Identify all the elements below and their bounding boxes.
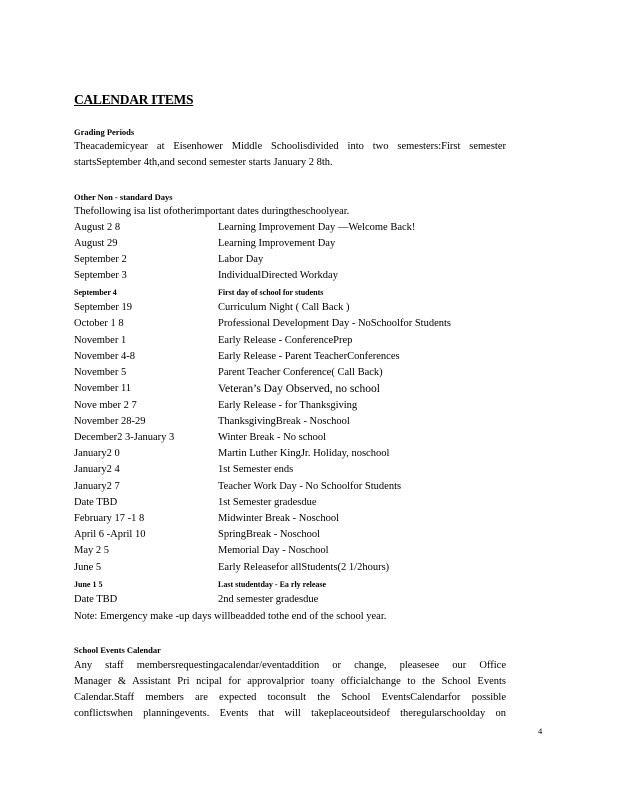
list-item-date: October 1 8: [74, 318, 124, 329]
list-item: [74, 288, 544, 302]
list-item-date: Date TBD: [74, 497, 118, 508]
school-events-line-1: Any staff membersrequestingacalendar/eventaddition or change, pleasesee our Office: [74, 660, 506, 671]
list-item: [74, 383, 544, 397]
list-item: [74, 367, 544, 381]
list-item-event: IndividualDirected Workday: [218, 270, 338, 281]
list-item-event: Early Release - for Thanksgiving: [218, 400, 358, 411]
list-item: [74, 448, 544, 462]
list-item-date: April 6 -April 10: [74, 529, 146, 540]
list-item: [74, 400, 544, 414]
list-item-event: Veteran’s Day Observed, no school: [218, 383, 380, 395]
list-item-event: First day of school for students: [218, 288, 324, 297]
list-item-date: January2 4: [74, 464, 120, 475]
list-item-date: November 5: [74, 367, 127, 378]
list-item: [74, 497, 544, 511]
list-item-event: Teacher Work Day - No Schoolfor Students: [218, 481, 402, 492]
list-item: [74, 594, 544, 608]
list-item-date: September 2: [74, 254, 127, 265]
list-item-event: 2nd semester gradesdue: [218, 594, 319, 605]
list-item: [74, 302, 544, 316]
list-item: [74, 562, 544, 576]
list-item-date: November 4-8: [74, 351, 135, 362]
list-item-date: December2 3-January 3: [74, 432, 175, 443]
list-item: [74, 238, 544, 252]
list-item-date: June 1 5: [74, 580, 103, 589]
list-item-event: Midwinter Break - Noschool: [218, 513, 340, 524]
emergency-note: Note: Emergency make -up days willbeadded tothe end of the school year.: [74, 611, 387, 622]
non-standard-days-heading: Other Non - standard Days: [74, 192, 173, 202]
grading-line-2: startsSeptember 4th,and second semester starts January 2 8th.: [74, 157, 333, 168]
page-number: 4: [538, 726, 543, 736]
page-title: CALENDAR ITEMS: [74, 92, 194, 107]
list-item: [74, 254, 544, 268]
list-item-event: Labor Day: [218, 254, 264, 265]
list-item-event: Memorial Day - Noschool: [218, 545, 329, 556]
list-item-date: August 2 8: [74, 222, 121, 233]
list-item-event: Early Releasefor allStudents(2 1/2hours): [218, 562, 390, 573]
grading-line-1: Theacademicyear at Eisenhower Middle Schoolisdivided into two semesters:First semester: [74, 141, 506, 152]
list-item-event: SpringBreak - Noschool: [218, 529, 321, 540]
list-item-date: January2 7: [74, 481, 120, 492]
list-item-date: January2 0: [74, 448, 120, 459]
list-item-event: Martin Luther KingJr. Holiday, noschool: [218, 448, 390, 459]
list-item: [74, 335, 544, 349]
list-item: [74, 432, 544, 446]
school-events-heading: School Events Calendar: [74, 645, 161, 655]
list-item-event: ThanksgivingBreak - Noschool: [218, 416, 350, 427]
list-item: [74, 222, 544, 236]
list-item-date: Date TBD: [74, 594, 118, 605]
list-item-event: Learning Improvement Day —Welcome Back!: [218, 222, 416, 233]
list-item-event: Early Release - ConferencePrep: [218, 335, 353, 346]
school-events-line-4: conflictswhen planningevents. Events that will takeplaceoutsideof theregularschoolday on: [74, 708, 506, 719]
list-item-event: Early Release - Parent TeacherConferences: [218, 351, 400, 362]
list-item-date: November 28-29: [74, 416, 146, 427]
list-item-event: Last studentday - Ea rly release: [218, 580, 327, 589]
list-item-date: June 5: [74, 562, 102, 573]
list-item-event: Learning Improvement Day: [218, 238, 336, 249]
school-events-line-3: Calendar.Staff members are expected toconsult the School EventsCalendarfor possible: [74, 692, 506, 703]
list-item-date: May 2 5: [74, 545, 109, 556]
list-item: [74, 464, 544, 478]
list-item-event: 1st Semester ends: [218, 464, 294, 475]
grading-periods-heading: Grading Periods: [74, 127, 135, 137]
list-item-date: September 3: [74, 270, 127, 281]
list-item-event: Professional Development Day - NoSchoolfor Students: [218, 318, 452, 329]
list-item-date: September 4: [74, 288, 117, 297]
list-item-date: February 17 -1 8: [74, 513, 145, 524]
list-item-event: Curriculum Night ( Call Back ): [218, 302, 350, 313]
list-item-event: Winter Break - No school: [218, 432, 327, 443]
list-item: [74, 545, 544, 559]
list-item: [74, 416, 544, 430]
list-item: [74, 270, 544, 284]
list-item-date: August 29: [74, 238, 118, 249]
list-item-date: November 11: [74, 383, 132, 394]
list-item-date: Nove mber 2 7: [74, 400, 137, 411]
list-item-event: 1st Semester gradesdue: [218, 497, 317, 508]
list-item: [74, 351, 544, 365]
list-item: [74, 481, 544, 495]
non-standard-intro: Thefollowing isa list ofotherimportant dates duringtheschoolyear.: [74, 206, 350, 217]
list-item: [74, 513, 544, 527]
list-item: [74, 580, 544, 594]
list-item-event: Parent Teacher Conference( Call Back): [218, 367, 383, 378]
list-item: [74, 529, 544, 543]
list-item-date: November 1: [74, 335, 127, 346]
school-events-line-2: Manager & Assistant Pri ncipal for approvalprior toany officialchange to the School Events: [74, 676, 506, 687]
list-item-date: September 19: [74, 302, 133, 313]
list-item: [74, 318, 544, 332]
